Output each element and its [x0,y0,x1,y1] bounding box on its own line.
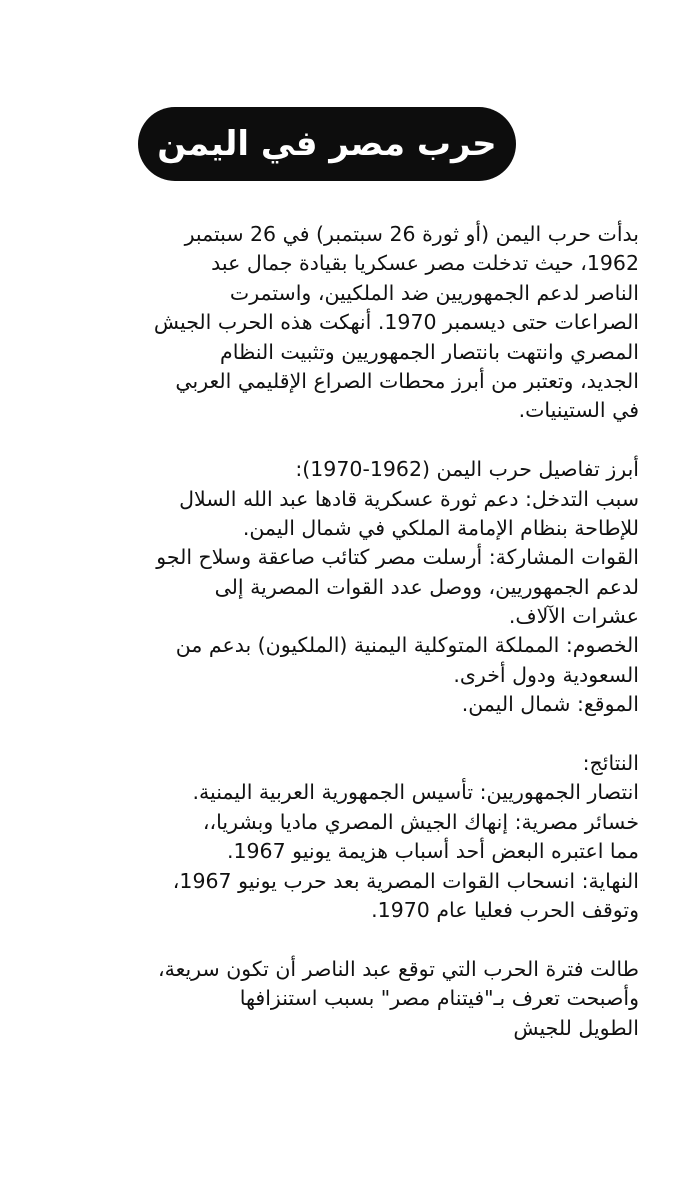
text-line: القوات المشاركة: أرسلت مصر كتائب صاعقة وسلاح الجو [156,545,639,570]
intro-paragraph [34,220,639,426]
text-line: خسائر مصرية: إنهاك الجيش المصري ماديا وبشريا،، [202,809,639,834]
paragraph-spacer [34,720,639,749]
article-body [34,220,639,1043]
results-section [34,749,639,925]
text-line: 1962، حيث تدخلت مصر عسكريا بقيادة جمال عبد [211,251,639,276]
text-line: سبب التدخل: دعم ثورة عسكرية قادها عبد الله السلال [179,486,639,511]
text-line: الناصر لدعم الجمهوريين ضد الملكيين، واستمرت [229,280,639,305]
text-line: الخصوم: المملكة المتوكلية اليمنية (الملكيون) بدعم من [175,633,639,658]
title-banner [138,107,516,181]
text-line: وتوقف الحرب فعليا عام 1970. [371,897,639,922]
paragraph-spacer [34,426,639,455]
text-line: مما اعتبره البعض أحد أسباب هزيمة يونيو 1967. [226,839,639,864]
text-line: في الستينيات. [518,398,639,423]
text-line: للإطاحة بنظام الإمامة الملكي في شمال اليمن. [242,515,639,540]
page-title: حرب مصر في اليمن [157,124,497,164]
text-line: السعودية ودول أخرى. [453,662,639,687]
details-section [34,455,639,720]
text-line: طالت فترة الحرب التي توقع عبد الناصر أن تكون سريعة، [157,956,639,981]
text-line: عشرات الآلاف. [508,604,639,629]
text-line: انتصار الجمهوريين: تأسيس الجمهورية العربية اليمنية. [192,780,639,805]
conclusion-paragraph [34,955,639,1043]
text-line: الموقع: شمال اليمن. [461,692,639,717]
section-heading: النتائج: [582,751,639,776]
text-line: المصري وانتهت بانتصار الجمهوريين وتثبيت النظام [220,339,639,364]
text-line: وأصبحت تعرف بـ"فيتنام مصر" بسبب استنزافها [239,986,639,1011]
text-line: النهاية: انسحاب القوات المصرية بعد حرب يونيو 1967، [172,868,639,893]
text-line: بدأت حرب اليمن (أو ثورة 26 سبتمبر) في 26 سبتمبر [184,222,639,246]
section-heading: أبرز تفاصيل حرب اليمن (1962-1970): [295,457,639,482]
text-line: الجديد، وتعتبر من أبرز محطات الصراع الإقليمي العربي [175,368,639,393]
text-line: الطويل للجيش [513,1015,639,1040]
paragraph-spacer [34,925,639,954]
text-line: لدعم الجمهوريين، ووصل عدد القوات المصرية إلى [214,574,639,599]
text-line: الصراعات حتى ديسمبر 1970. أنهكت هذه الحرب الجيش [153,310,639,335]
